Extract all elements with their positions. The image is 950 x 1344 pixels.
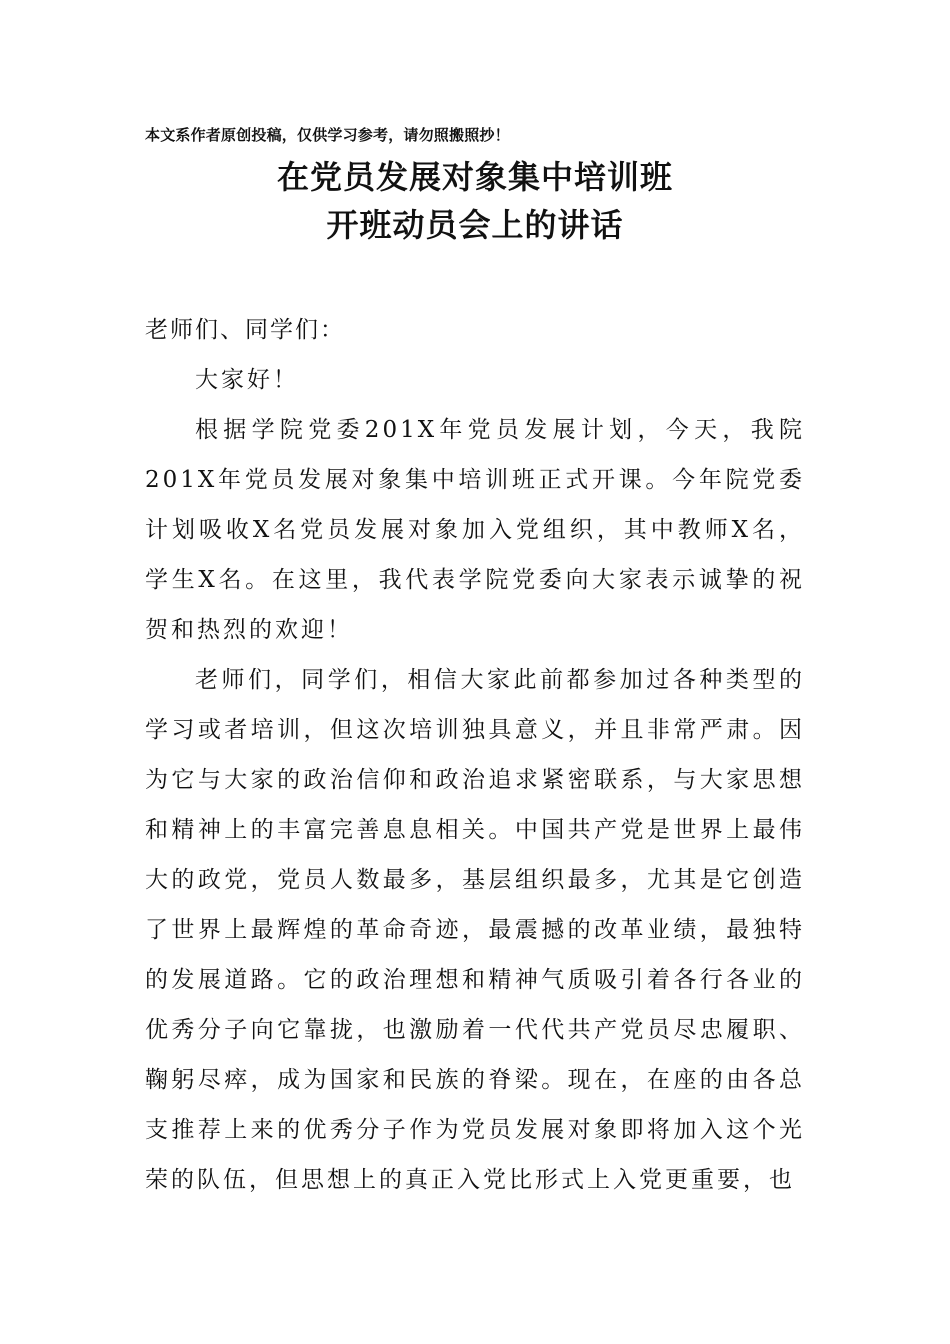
title-line-1: 在党员发展对象集中培训班	[276, 158, 673, 196]
paragraph-greeting: 大家好！	[195, 367, 299, 393]
title-line-2: 开班动员会上的讲话	[326, 206, 624, 244]
speech-body	[145, 305, 805, 1205]
salutation: 老师们、同学们：	[145, 317, 345, 343]
copyright-notice: 本文系作者原创投稿，仅供学习参考，请勿照搬照抄！	[145, 126, 510, 144]
paragraph-opening: 根据学院党委201X年党员发展计划，今天，我院201X年党员发展对象集中培训班正式开课。今年院党委计划吸收X名党员发展对象加入党组织，其中教师X名，学生X名。在这里，我代表学院党委向大家表示诚挚的祝贺和热烈的欢迎！	[145, 417, 805, 643]
paragraph-significance: 老师们，同学们，相信大家此前都参加过各种类型的学习或者培训，但这次培训独具意义，并且非常严肃。因为它与大家的政治信仰和政治追求紧密联系，与大家思想和精神上的丰富完善息息相关。中国共产党是世界上最伟大的政党，党员人数最多，基层组织最多，尤其是它创造了世界上最辉煌的革命奇迹，最震撼的改革业绩，最独特的发展道路。它的政治理想和精神气质吸引着各行各业的优秀分子向它靠拢，也激励着一代代共产党员尽忠履职、鞠躬尽瘁，成为国家和民族的脊梁。现在，在座的由各总支推荐上来的优秀分子作为党员发展对象即将加入这个光荣的队伍，但思想上的真正入党比形式上入党更重要，也	[145, 667, 805, 1193]
